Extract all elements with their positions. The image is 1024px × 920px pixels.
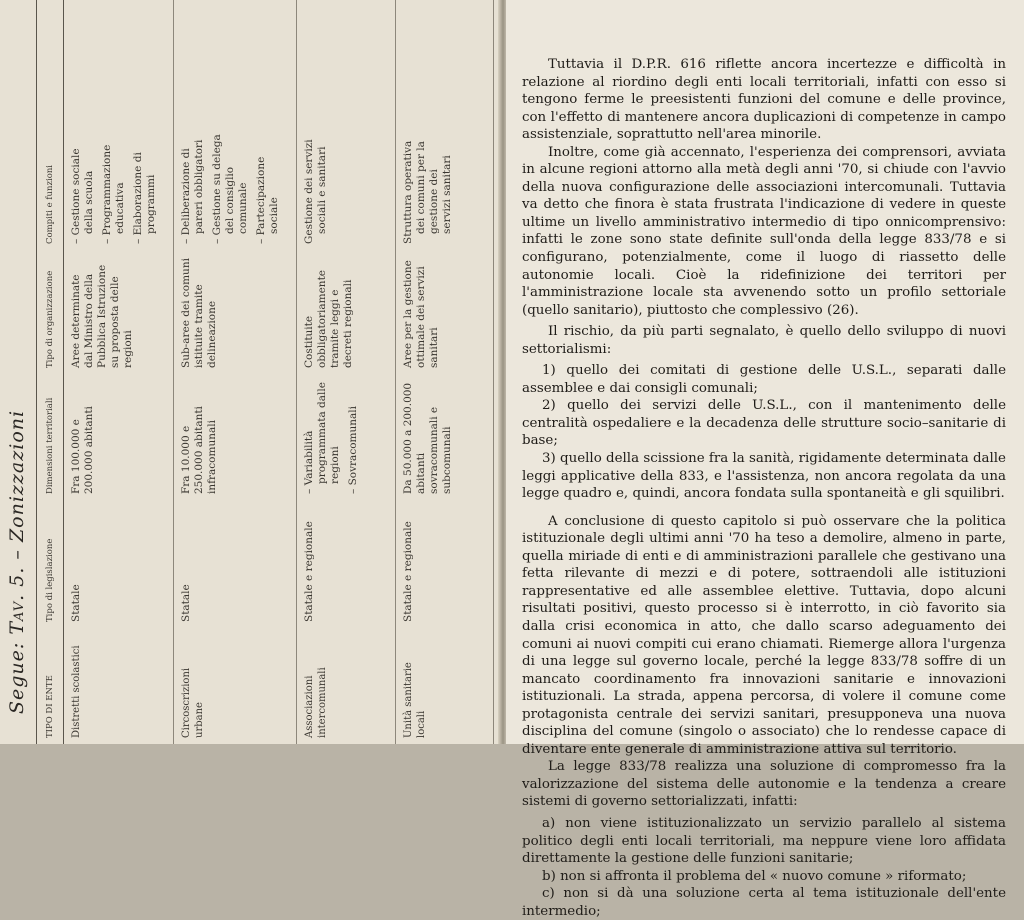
list-number: 3): [542, 451, 556, 467]
cell-organizzazione: Aree per la gestione ottimale dei servizi sanitari: [395, 250, 493, 374]
paragraph: Tuttavia il D.P.R. 616 riflette ancora incertezze e difficoltà in relazione al riordino degli enti locali territoriali, infatti con esso si tengono ferme le preesistenti funzioni del comune e delle province, con l'effetto di mantenere ancora duplicazioni di competenze in campo assistenziale, soprattutto nell'area minorile.: [522, 57, 1006, 143]
caption-prefix: Segue:: [6, 641, 28, 714]
compito-item: – Partecipazione sociale: [254, 156, 280, 244]
list-text: non viene istituzionalizzato un servizio parallelo al sistema politico degli enti locali territoriali, ma neppure viene loro affidata direttamente la gestione delle funzioni sanitarie;: [522, 815, 1006, 867]
list-item: [522, 868, 1006, 886]
list-text: non si dà una soluzione certa al tema istituzionale dell'ente intermedio;: [522, 886, 1006, 919]
paragraph: Il rischio, da più parti segnalato, è quello dello sviluppo di nuovi settorialismi:: [522, 324, 1006, 357]
table-row: [297, 0, 395, 744]
cell-ente: Distretti scolastici: [64, 628, 174, 744]
cell-legislazione: Statale e regionale: [395, 500, 493, 628]
paragraph: A conclusione di questo capitolo si può osservare che la politica istituzionale degli ultimi anni '70 ha teso a demolire, almeno in parte, quella miriade di enti e di amministrazioni parallele che gestivano una fetta rilevante di mezzi e di potere, sottraendoli alle istituzioni rappresentative ed alle assemblee elettive. Tuttavia, dopo alcuni risultati positivi, questo processo si è interrotto, in ciò favorito sia dalla crisi economica in atto, che dallo scarso adeguamento dei comuni ai nuovi compiti cui erano chiamati. Riemerge allora l'urgenza di una legge sul governo locale, perché la legge 833/78 soffre di un mancato coordinamento fra innovazioni sanitarie e innovazioni istituzionali. La strada, appena percorsa, di volere il comune come protagonista centrale dei servizi sanitari, presupponeva una nuova disciplina del comune (singolo o associato) che lo rendesse capace di diventare ente generale di amministrazione attiva sul territorio.: [522, 513, 1006, 757]
cell-spacer: [173, 0, 296, 128]
list-text: quello della scissione fra la sanità, rigidamente determinata dalle leggi applicative della 833, e l'assistenza, non ancora regolata da una legge quadro e, quindi, ancora fondata sulla spontaneità e gli squilibri.: [522, 451, 1006, 502]
cell-organizzazione: Costituite obbligatoriamente tramite leggi e decreti regionali: [297, 250, 395, 374]
cell-dimensioni: Da 50.000 a 200.000 abitanti sovracomunali e subcomunali: [395, 374, 493, 500]
list-item: [522, 397, 1006, 450]
cell-legislazione: Statale: [64, 500, 174, 628]
caption-title: – Zonizzazioni: [6, 409, 28, 560]
rotated-table-block: [0, 0, 500, 744]
header-compiti: Compiti e funzioni: [37, 128, 64, 250]
cell-spacer: [64, 0, 174, 128]
cell-dimensioni: [297, 374, 395, 500]
cell-compiti: [297, 128, 395, 250]
list-text: quello dei comitati di gestione delle U.S.L., separati dalle assemblee e dai consigli comunali;: [522, 363, 1006, 396]
right-page: [506, 0, 1024, 919]
compito-item: Gestione dei servizi sociali e sanitari: [303, 139, 329, 244]
cell-ente: Unità sanitarie locali: [395, 628, 493, 744]
caption-tav: Tav. 5.: [6, 566, 28, 635]
cell-ente: Circoscrizioni urbane: [173, 628, 296, 744]
compito-item: Struttura operativa dei comuni per la gestione dei servizi sanitari: [401, 140, 453, 244]
list-letter: b): [542, 868, 556, 884]
list-item: [522, 815, 1006, 868]
header-organizzazione: Tipo di organizzazione: [37, 250, 64, 374]
header-legislazione: Tipo di legislazione: [37, 500, 64, 628]
cell-compiti: [395, 128, 493, 250]
header-dimensioni: Dimensioni territoriali: [37, 374, 64, 500]
cell-dimensioni: Fra 100.000 e 200.000 abitanti: [64, 374, 174, 500]
table-row: [173, 0, 296, 744]
header-tipo-ente: TIPO DI ENTE: [37, 628, 64, 744]
compito-item: – Elaborazione di programmi: [132, 152, 157, 244]
table-row: [64, 0, 174, 744]
compito-item: – Programmazione educativa: [101, 144, 126, 244]
list-text: quello dei servizi delle U.S.L., con il mantenimento delle centralità ospedaliere e la decadenza delle strutture socio–sanitarie di base;: [522, 398, 1006, 449]
list-item: [522, 362, 1006, 397]
left-page: [0, 0, 500, 744]
list-text: non si affronta il problema del « nuovo comune » riformato;: [560, 868, 967, 884]
list-letter: c): [542, 886, 555, 902]
zonizzazioni-table: [36, 0, 494, 744]
paragraph: Inoltre, come già accennato, l'esperienza dei comprensori, avviata in alcune regioni attorno alla metà degli anni '70, si chiude con l'avvio della nuova configurazione delle associazioni intercomunali. Tuttavia va detto che finora è stata frustrata l'indicazione di vedere in queste ultime un livello amministrativo intermedio di tipo onnicomprensivo: infatti le zone sono state definite sull'onda della legge 833/78 e si configurano, potenzialmente, come il luogo di riassetto delle autonomie locali. Cioè la ridefinizione dei territori per l'amministrazione locale sta avvenendo sotto un profilo settoriale (quello sanitario), piuttosto che complessivo (26).: [522, 144, 1006, 318]
table-header-row: [37, 0, 64, 744]
cell-compiti: [173, 128, 296, 250]
dimensione-item: – Variabilità programmata dalle regioni: [303, 382, 342, 494]
cell-compiti: [64, 128, 174, 250]
list-item: [522, 885, 1006, 920]
compito-item: – Gestione su delega del consiglio comunale: [210, 134, 249, 244]
header-spacer: [37, 0, 64, 128]
cell-legislazione: Statale: [173, 500, 296, 628]
cell-organizzazione: Aree determinate dal Ministro della Pubblica Istruzione su proposta delle regioni: [64, 250, 174, 374]
list-letter: a): [542, 815, 556, 831]
cell-spacer: [297, 0, 395, 128]
table-caption: [6, 410, 28, 714]
list-number: 1): [542, 363, 556, 379]
cell-ente: Associazioni intercomunali: [297, 628, 395, 744]
cell-legislazione: Statale e regionale: [297, 500, 395, 628]
cell-organizzazione: Sub-aree dei comuni istituite tramite delineazione: [173, 250, 296, 374]
dimensione-item: – Sovracomunali: [347, 406, 360, 494]
table-row: [395, 0, 493, 744]
compito-item: – Gestione sociale della scuola: [70, 148, 95, 244]
list-number: 2): [542, 398, 556, 414]
compito-item: – Deliberazione di pareri obbligatori: [179, 139, 205, 244]
paragraph: La legge 833/78 realizza una soluzione di compromesso fra la valorizzazione del sistema delle autonomie e la tendenza a creare sistemi di governo settorializzati, infatti:: [522, 759, 1006, 810]
list-item: [522, 450, 1006, 503]
cell-dimensioni: Fra 10.000 e 250.000 abitanti infracomunali: [173, 374, 296, 500]
cell-spacer: [395, 0, 493, 128]
body-text: [522, 56, 1006, 920]
